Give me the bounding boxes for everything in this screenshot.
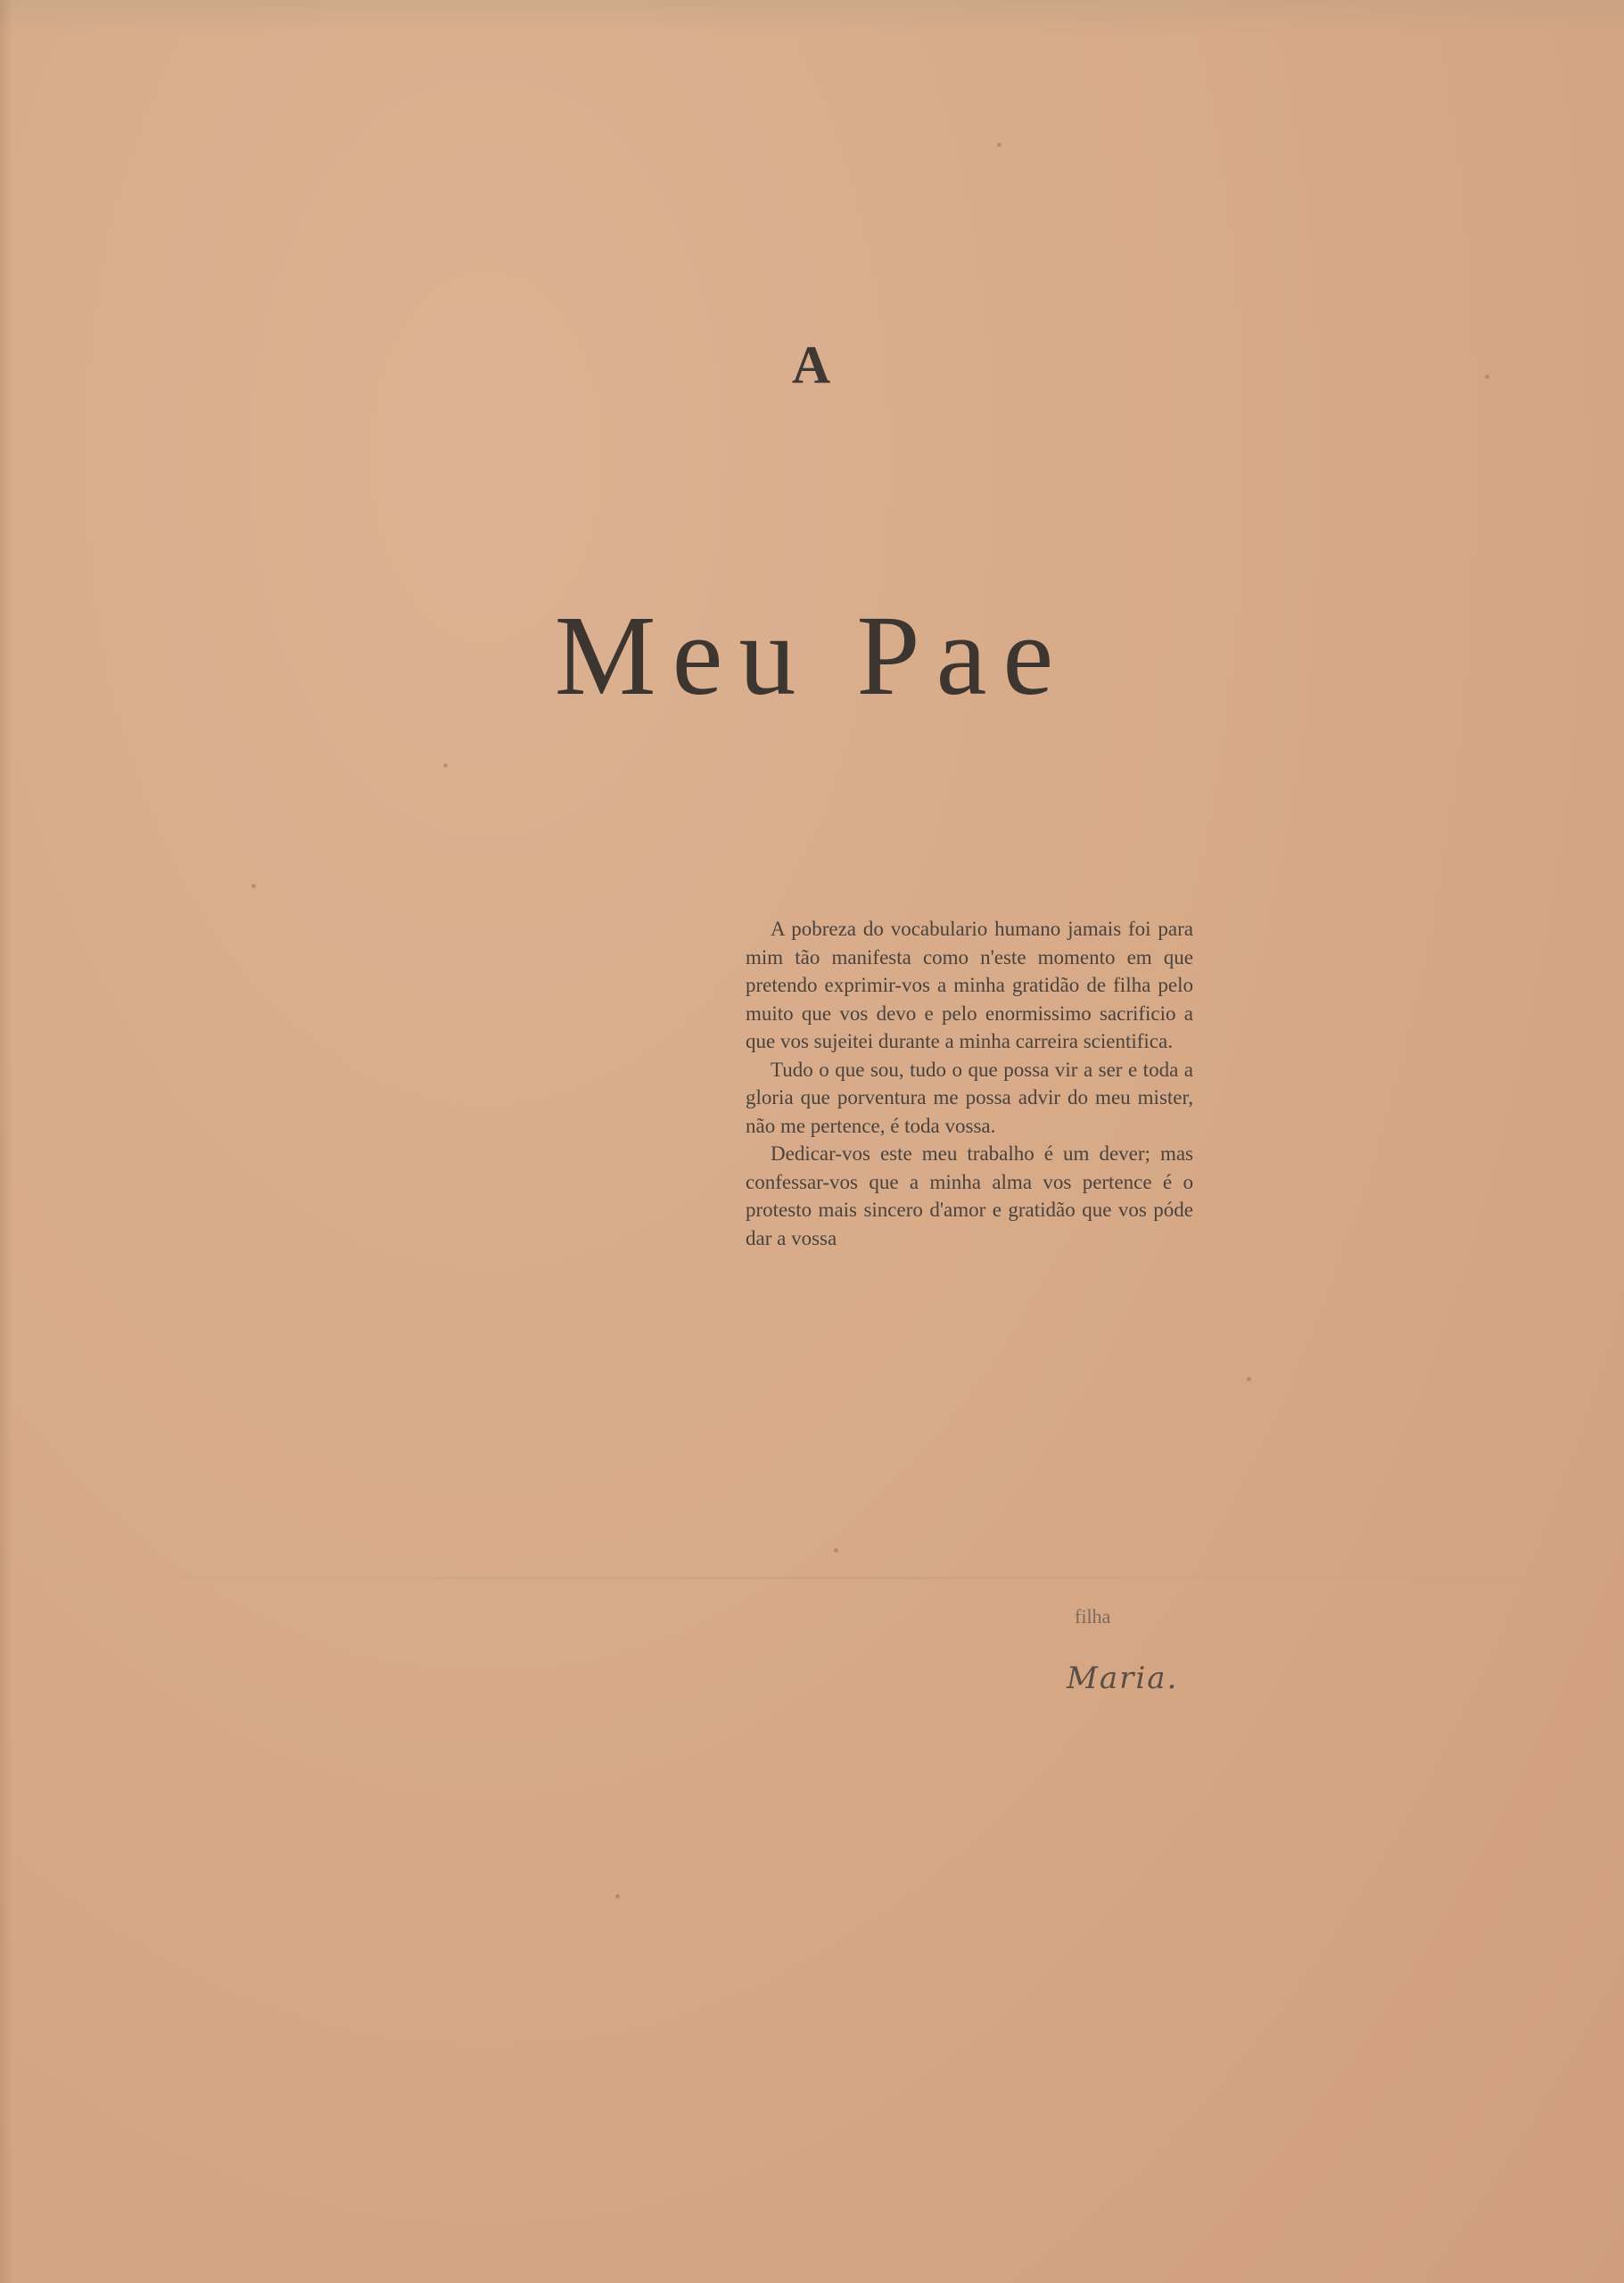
paper-speck	[615, 1894, 620, 1899]
paper-speck	[1247, 1377, 1251, 1381]
paper-speck	[834, 1548, 838, 1553]
page-title: Meu Pae	[554, 592, 1070, 719]
paper-fold-line	[0, 1577, 1624, 1579]
signature-name: Maria.	[1067, 1661, 1179, 1696]
dedication-paragraph-2: Tudo o que sou, tudo o que possa vir a ser e toda a gloria que porventura me possa advir do meu mister, não me pertence, é toda vossa.	[746, 1058, 1193, 1137]
paper-speck	[251, 884, 256, 888]
heading-a: A	[791, 335, 833, 394]
paper-speck	[997, 143, 1002, 147]
paper-speck	[443, 763, 448, 768]
dedication-paragraph-1: A pobreza do vocabulario humano jamais foi para mim tão manifesta como n'este momento em que pretendo exprimir-vos a minha gratidão de filha pelo muito que vos devo e pelo enormissimo sacrificio a que vos sujeitei durante a minha carreira scientifica.	[746, 918, 1193, 1052]
dedication-paragraph-3: Dedicar-vos este meu trabalho é um dever; mas confessar-vos que a minha alma vos pertence é o protesto mais sincero d'amor e gratidão que vos póde dar a vossa	[746, 1142, 1193, 1249]
signature-relation: filha	[1075, 1605, 1111, 1628]
dedication-text	[746, 915, 1193, 1252]
